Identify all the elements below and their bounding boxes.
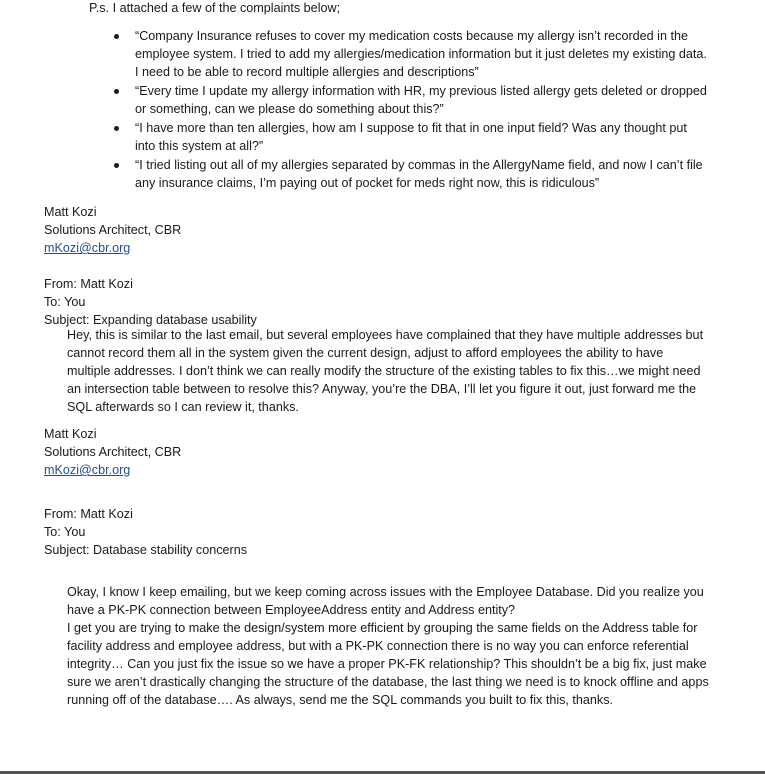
email-to: To: You [44,525,86,539]
email-header [44,275,257,329]
complaint-item [135,27,707,81]
attachment-intro: P.s. I attached a few of the complaints below; [89,1,341,15]
body-line: SQL afterwards so I can review it, thanks. [67,400,299,414]
complaint-line: “Company Insurance refuses to cover my medication costs because my allergy isn’t recorded in the [135,29,688,43]
signature-block [44,425,181,479]
body-line: I get you are trying to make the design/system more efficient by grouping the same fields on the Address table for [67,621,698,635]
signature-name: Matt Kozi [44,205,97,219]
bullet-icon [114,126,119,131]
signature-title: Solutions Architect, CBR [44,445,182,459]
complaint-line: employee system. I tried to add my allergies/medication information but it just deletes my existing data. [135,47,707,61]
bullet-icon [114,34,119,39]
email-to: To: You [44,295,86,309]
body-line: cannot record them all in the system given the current design, adjust to afford employees the ability to have [67,346,664,360]
body-line: Hey, this is similar to the last email, but several employees have complained that they have multiple addresses but [67,328,704,342]
complaint-item [135,119,687,155]
body-line: Okay, I know I keep emailing, but we keep coming across issues with the Employee Database. Did you realize you [67,585,704,599]
body-line: an intersection table between to resolve this? Anyway, you’re the DBA, I’ll let you figure it out, just forward me the [67,382,697,396]
complaint-line: I need to be able to record multiple allergies and descriptions” [135,65,479,79]
complaint-line: any insurance claims, I’m paying out of pocket for meds right now, this is ridiculous” [135,176,600,190]
body-line: integrity… Can you just fix the issue so we have a proper PK-FK relationship? This shouldn’t be a big fix, just make [67,657,707,671]
complaint-line: or something, can we please do something about this?” [135,102,444,116]
complaint-item [135,156,703,192]
email-from: From: Matt Kozi [44,507,133,521]
bullet-icon [114,163,119,168]
email-from: From: Matt Kozi [44,277,133,291]
email-subject: Subject: Database stability concerns [44,543,248,557]
signature-email-link[interactable]: mKozi@cbr.org [44,463,131,477]
bullet-icon [114,89,119,94]
body-line: facility address and employee address, but with a PK-PK connection there is no way you can enforce referential [67,639,689,653]
email-body [67,326,703,416]
signature-title: Solutions Architect, CBR [44,223,182,237]
complaint-line: “I have more than ten allergies, how am I suppose to fit that in one input field? Was any thought put [135,121,687,135]
body-line: sure we aren’t drastically changing the structure of the database, the last thing we need is to knock offline and apps [67,675,709,689]
body-line: multiple addresses. I don’t think we can really modify the structure of the existing tables to fix this…we might need [67,364,701,378]
signature-email-link[interactable]: mKozi@cbr.org [44,241,131,255]
complaint-line: “Every time I update my allergy information with HR, my previous listed allergy gets deleted or dropped [135,84,707,98]
signature-name: Matt Kozi [44,427,97,441]
complaint-item [135,82,707,118]
body-line: running off of the database…. As always, send me the SQL commands you built to fix this, thanks. [67,693,614,707]
email-header [44,505,247,559]
email-subject: Subject: Expanding database usability [44,313,257,327]
body-line: have a PK-PK connection between EmployeeAddress entity and Address entity? [67,603,516,617]
complaint-line: into this system at all?” [135,139,264,153]
email-body [67,583,709,709]
signature-block [44,203,181,257]
complaint-line: “I tried listing out all of my allergies separated by commas in the AllergyName field, and now I can’t file [135,158,703,172]
